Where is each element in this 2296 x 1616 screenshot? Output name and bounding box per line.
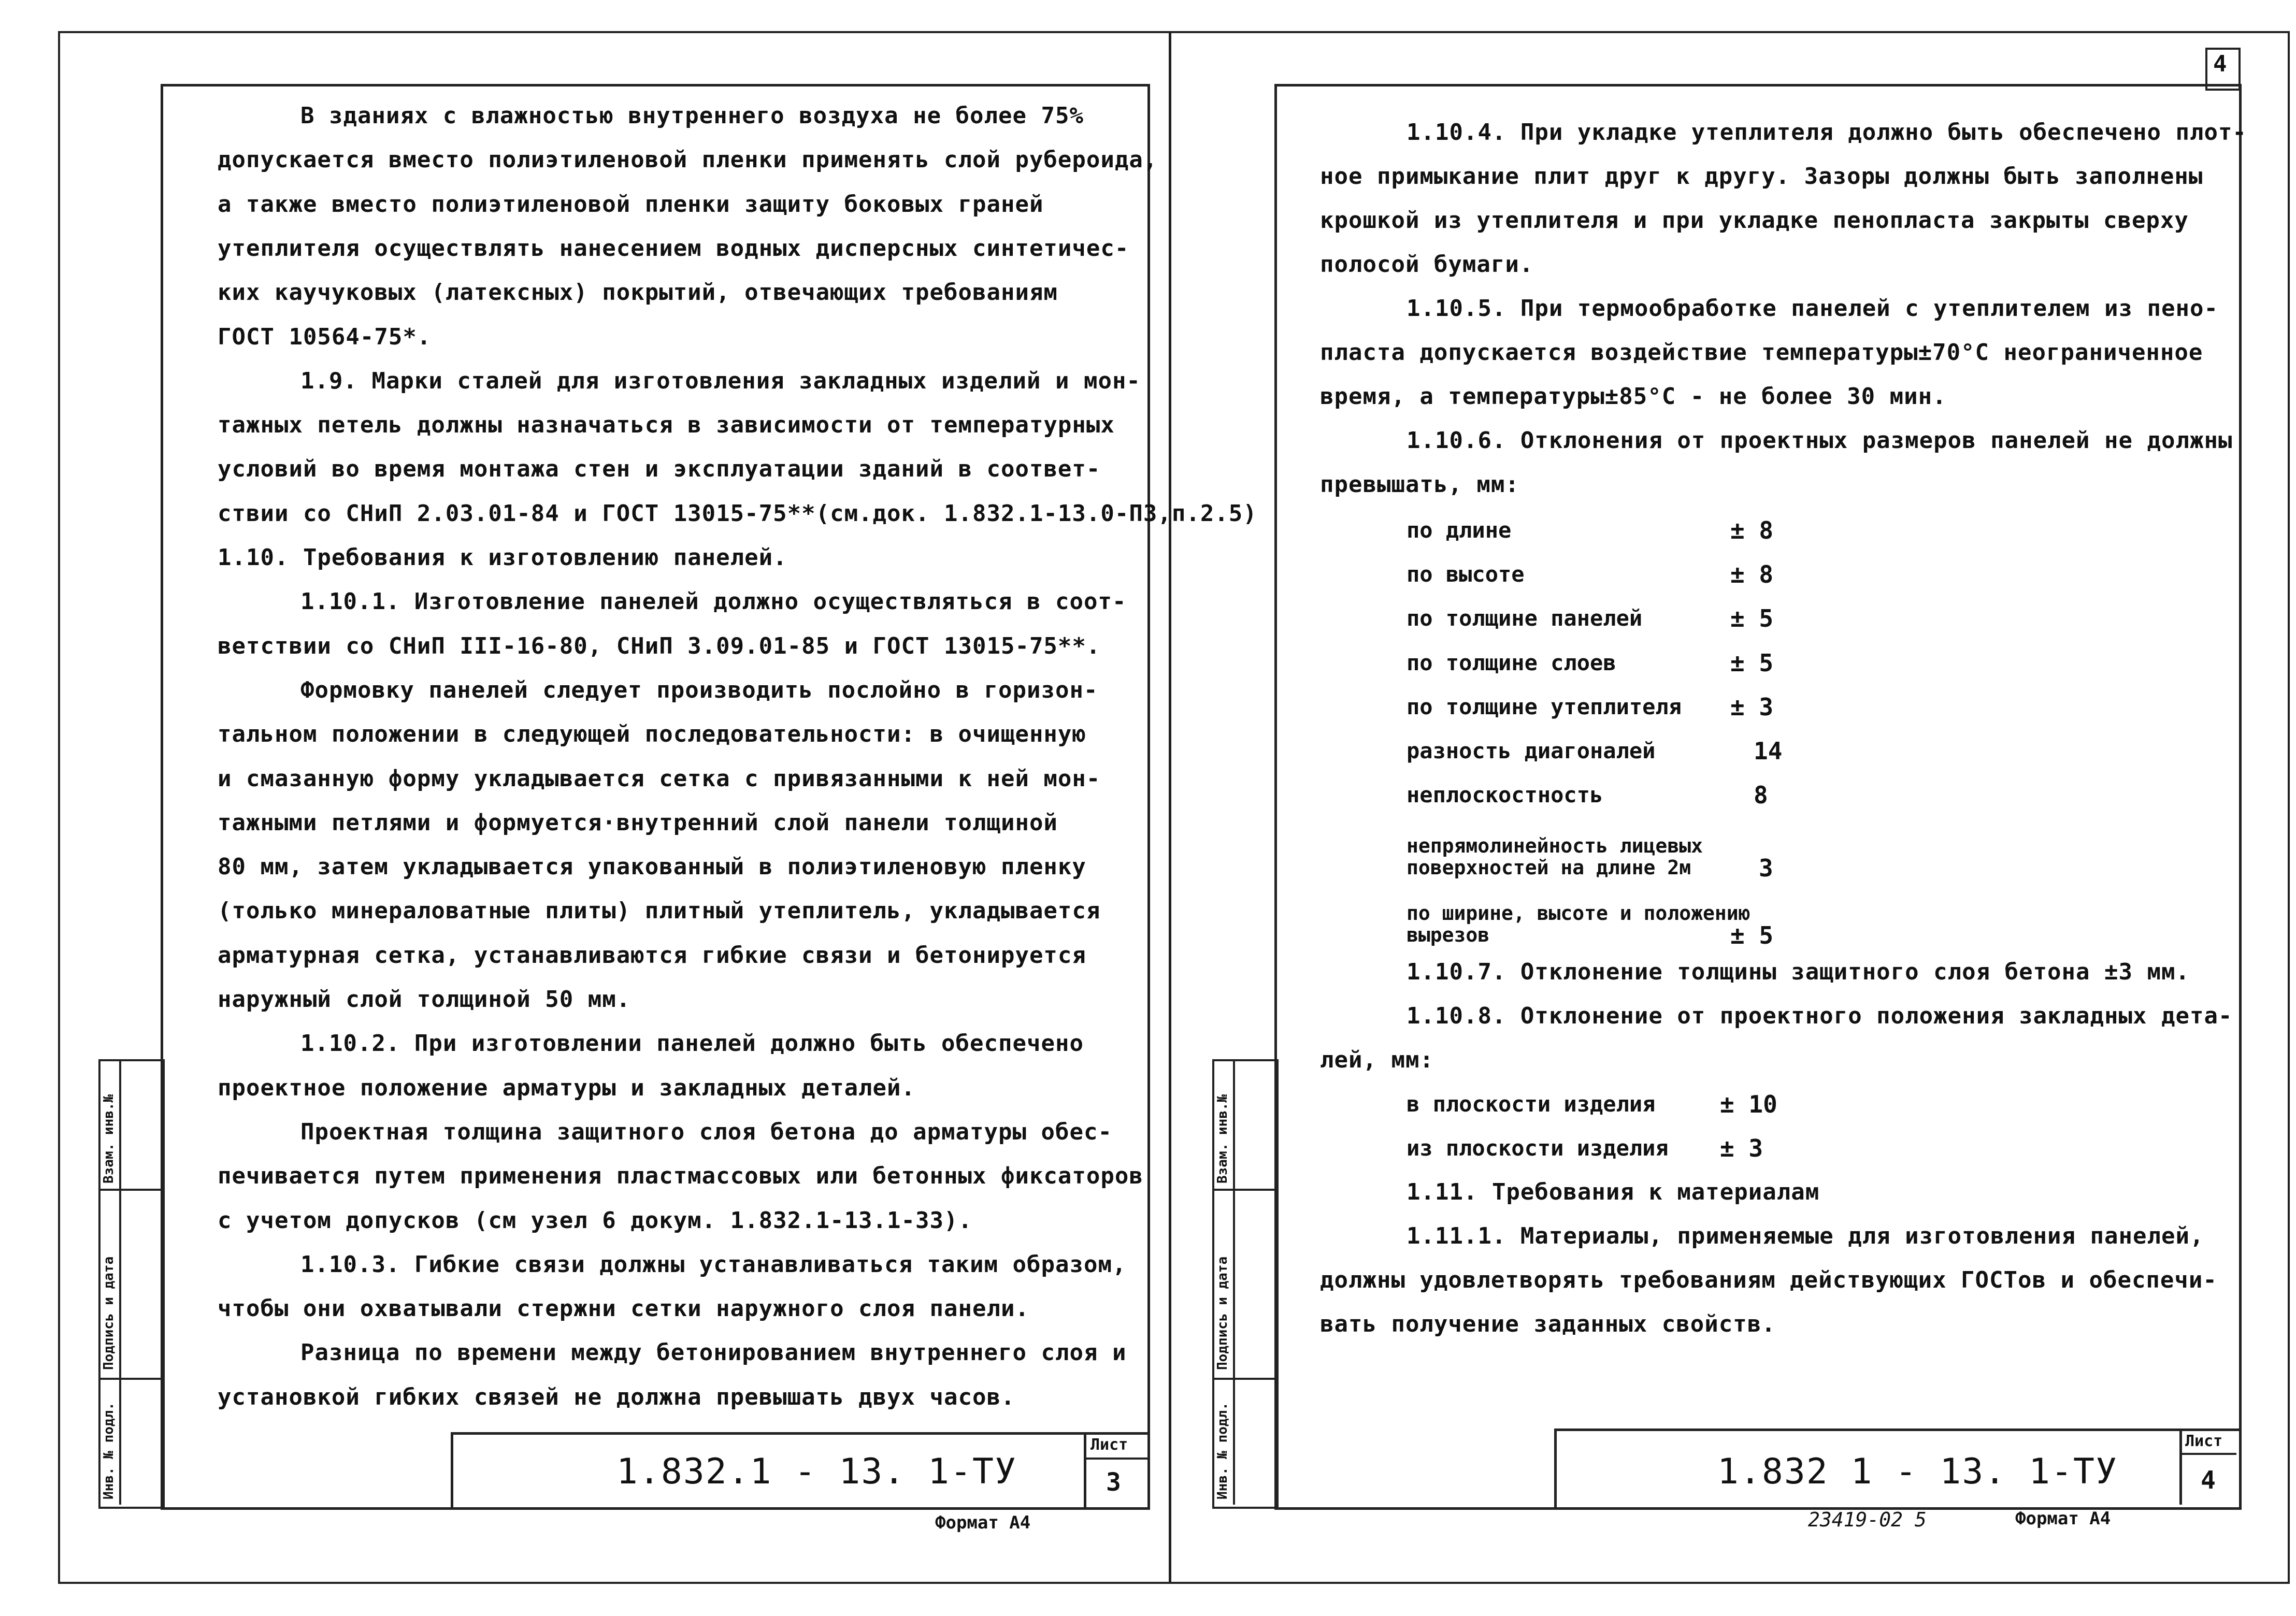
tolerance-label: непрямолинейность лицевых поверхностей на длине 2м: [1407, 834, 1703, 879]
tolerance-label: из плоскости изделия: [1407, 1135, 1669, 1161]
page-divider: [1169, 31, 1171, 1582]
left-text-line: 80 мм, затем укладывается упакованный в полиэтиленовую пленку: [218, 854, 1086, 880]
left-text-line: и смазанную форму укладывается сетка с привязанными к ней мон-: [218, 766, 1101, 792]
left-stamp-hline-2: [98, 1378, 161, 1380]
left-text-line: ких каучуковых (латексных) покрытий, отвечающих требованиям: [218, 279, 1058, 306]
tolerance-value: 8: [1754, 781, 1768, 809]
right-format: Формат А4: [2015, 1508, 2111, 1529]
left-text-line: допускается вместо полиэтиленовой пленки применять слой рубероида,: [218, 147, 1158, 173]
tolerance-label: по ширине, высоте и положению вырезов: [1407, 902, 1750, 946]
left-text-line: проектное положение арматуры и закладных деталей.: [218, 1075, 916, 1101]
left-stamp-hline-1: [98, 1189, 161, 1191]
right-text-line: 1.11. Требования к материалам: [1407, 1179, 1820, 1205]
tolerance-label: по толщине утеплителя: [1407, 694, 1682, 719]
right-corner-number: 4: [2213, 51, 2227, 77]
right-sheet-label: Лист: [2185, 1432, 2223, 1450]
tolerance-label: по высоте: [1407, 561, 1525, 587]
left-text-line: с учетом допусков (см узел 6 докум. 1.832.1-13.1-33).: [218, 1207, 972, 1234]
left-text-line: В зданиях с влажностью внутреннего воздуха не более 75%: [300, 103, 1084, 129]
left-text-line: ветствии со СНиП III-16-80, СНиП 3.09.01-85 и ГОСТ 13015-75**.: [218, 633, 1101, 659]
left-text-line: тажных петель должны назначаться в зависимости от температурных: [218, 412, 1115, 438]
left-text-line: Проектная толщина защитного слоя бетона до арматуры обес-: [300, 1119, 1112, 1145]
left-text-line: 1.10.2. При изготовлении панелей должно быть обеспечено: [300, 1030, 1084, 1057]
left-text-line: печивается путем применения пластмассовых или бетонных фиксаторов: [218, 1163, 1143, 1189]
tolerance-label: неплоскостность: [1407, 782, 1603, 807]
tolerance-value: ± 3: [1720, 1134, 1763, 1162]
right-stamp-cell-inv: Инв. № подл.: [1215, 1402, 1230, 1499]
left-text-line: Разница по времени между бетонированием внутреннего слоя и: [300, 1339, 1127, 1366]
left-sheet-divider: [1084, 1458, 1147, 1460]
right-text-line: лей, мм:: [1320, 1047, 1434, 1073]
right-stamp-cell-replace: Взам. инв.№: [1215, 1094, 1230, 1184]
left-text-line: ГОСТ 10564-75*.: [218, 324, 432, 350]
left-doc-code: 1.832.1 - 13. 1-ТУ: [616, 1451, 1017, 1492]
left-stamp-vline: [119, 1059, 121, 1505]
right-stamp-cell-sign: Подпись и дата: [1215, 1256, 1230, 1370]
tolerance-label: по длине: [1407, 517, 1512, 543]
right-text-line: 1.11.1. Материалы, применяемые для изготовления панелей,: [1407, 1223, 2204, 1249]
left-stamp-cell-replace: Взам. инв.№: [101, 1094, 117, 1184]
tolerance-value: 3: [1759, 854, 1773, 882]
left-format: Формат А4: [935, 1512, 1031, 1533]
left-text-line: (только минераловатные плиты) плитный утеплитель, укладывается: [218, 898, 1101, 924]
tolerance-value: ± 5: [1730, 604, 1774, 632]
left-title-divider: [1084, 1432, 1086, 1507]
right-title-divider: [2179, 1429, 2182, 1505]
right-stamp-hline-2: [1212, 1378, 1274, 1380]
right-stamp-vline: [1233, 1059, 1235, 1505]
right-text-line: превышать, мм:: [1320, 471, 1519, 498]
left-text-line: наружный слой толщиной 50 мм.: [218, 986, 631, 1013]
left-text-line: 1.9. Марки сталей для изготовления закладных изделий и мон-: [300, 368, 1141, 394]
tolerance-value: ± 3: [1730, 693, 1774, 721]
right-text-line: пласта допускается воздействие температуры±70°С неограниченное: [1320, 339, 2203, 366]
left-text-line: тажными петлями и формуется·внутренний слой панели толщиной: [218, 810, 1058, 836]
right-text-line: 1.10.7. Отклонение толщины защитного слоя бетона ±3 мм.: [1407, 959, 2190, 985]
right-text-line: время, а температуры±85°С - не более 30 мин.: [1320, 383, 1947, 410]
left-text-line: 1.10. Требования к изготовлению панелей.: [218, 544, 787, 571]
right-text-line: должны удовлетворять требованиям действующих ГОСТов и обеспечи-: [1320, 1267, 2217, 1293]
tolerance-label: по толщине панелей: [1407, 605, 1643, 631]
right-sheet-number: 4: [2201, 1466, 2216, 1495]
right-text-line: крошкой из утеплителя и при укладке пенопласта закрыты сверху: [1320, 207, 2189, 234]
left-text-line: чтобы они охватывали стержни сетки наружного слоя панели.: [218, 1295, 1029, 1322]
right-sheet-divider: [2179, 1453, 2236, 1455]
left-text-line: 1.10.3. Гибкие связи должны устанавливаться таким образом,: [300, 1251, 1127, 1278]
left-text-line: установкой гибких связей не должна превышать двух часов.: [218, 1384, 1015, 1410]
right-stamp-hline-1: [1212, 1189, 1274, 1191]
right-text-line: полосой бумаги.: [1320, 251, 1534, 278]
right-text-line: 1.10.5. При термообработке панелей с утеплителем из пено-: [1407, 295, 2218, 322]
tolerance-value: ± 8: [1730, 516, 1774, 544]
tolerance-value: 14: [1754, 737, 1783, 765]
left-stamp-cell-inv: Инв. № подл.: [101, 1402, 117, 1499]
left-sheet-label: Лист: [1090, 1436, 1128, 1454]
right-text-line: ное примыкание плит друг к другу. Зазоры должны быть заполнены: [1320, 163, 2203, 190]
left-sheet-number: 3: [1106, 1468, 1121, 1497]
right-archive-number: 23419-02 5: [1808, 1508, 1927, 1531]
right-text-line: вать получение заданных свойств.: [1320, 1311, 1776, 1337]
tolerance-value: ± 5: [1730, 921, 1774, 949]
right-text-line: 1.10.8. Отклонение от проектного положения закладных дета-: [1407, 1003, 2233, 1029]
left-text-line: тальном положении в следующей последовательности: в очищенную: [218, 721, 1086, 747]
left-stamp-cell-sign: Подпись и дата: [101, 1256, 117, 1370]
left-text-line: 1.10.1. Изготовление панелей должно осуществляться в соот-: [300, 588, 1127, 615]
right-doc-code: 1.832 1 - 13. 1-ТУ: [1717, 1451, 2118, 1492]
right-text-line: 1.10.4. При укладке утеплителя должно быть обеспечено плот-: [1407, 119, 2247, 146]
left-text-line: условий во время монтажа стен и эксплуатации зданий в соответ-: [218, 456, 1101, 482]
left-text-line: Формовку панелей следует производить послойно в горизон-: [300, 677, 1098, 703]
left-text-line: а также вместо полиэтиленовой пленки защиту боковых граней: [218, 191, 1044, 218]
tolerance-value: ± 5: [1730, 649, 1774, 677]
left-text-line: утеплителя осуществлять нанесением водных дисперсных синтетичес-: [218, 235, 1129, 262]
tolerance-value: ± 8: [1730, 560, 1774, 588]
right-text-line: 1.10.6. Отклонения от проектных размеров панелей не должны: [1407, 427, 2233, 454]
tolerance-value: ± 10: [1720, 1090, 1777, 1118]
left-text-line: арматурная сетка, устанавливаются гибкие связи и бетонируется: [218, 942, 1086, 969]
left-text-line: ствии со СНиП 2.03.01-84 и ГОСТ 13015-75**(см.док. 1.832.1-13.0-ПЗ,п.2.5): [218, 500, 1257, 527]
tolerance-label: в плоскости изделия: [1407, 1091, 1656, 1117]
tolerance-label: по толщине слоев: [1407, 650, 1616, 675]
tolerance-label: разность диагоналей: [1407, 738, 1656, 763]
